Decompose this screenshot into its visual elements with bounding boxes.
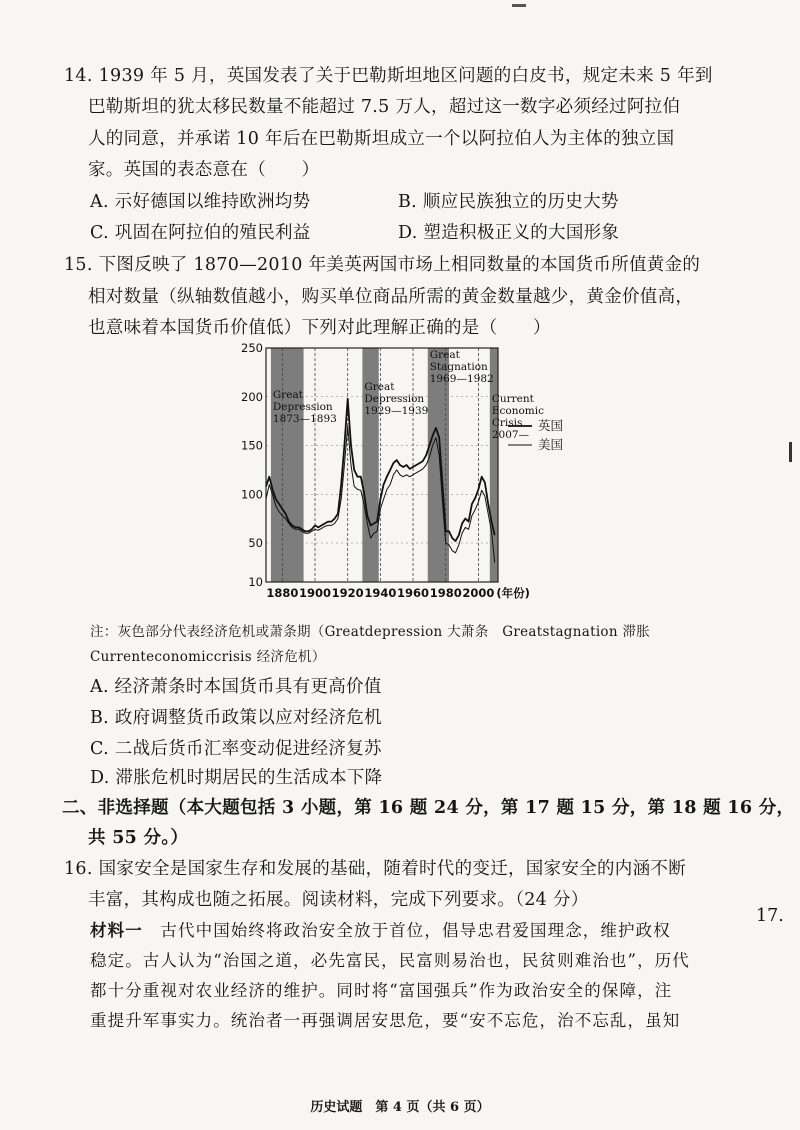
q15-stem-line: 也意味着本国货币价值低）下列对此理解正确的是（ ）: [88, 318, 551, 338]
material-text: 古代中国始终将政治安全放于首位，倡导忠君爱国理念，维护政权: [142, 921, 671, 940]
legend-label: 英国: [538, 418, 564, 433]
q14-option-d: D. 塑造积极正义的大国形象: [398, 223, 620, 243]
section2-heading: 二、非选择题（本大题包括 3 小题，第 16 题 24 分，第 17 题 15 分，第 18 题 16 分，: [62, 798, 795, 818]
q16-stem-line: 16. 国家安全是国家生存和发展的基础，随着时代的变迁，国家安全的内涵不断: [64, 859, 686, 879]
shaded-period: [271, 348, 304, 582]
period-label: 1873—1893: [272, 413, 337, 425]
y-tick-label: 250: [241, 341, 263, 355]
x-tick-label: 1940: [364, 586, 397, 600]
q16-material-line: [90, 917, 671, 941]
q14-stem-line: 巴勒斯坦的犹太移民数量不能超过 7.5 万人，超过这一数字必须经过阿拉伯: [88, 97, 681, 117]
q16-stem-line: 丰富，其构成也随之拓展。阅读材料，完成下列要求。（24 分）: [88, 890, 589, 910]
q15-stem-line: 相对数量（纵轴数值越小，购买单位商品所需的黄金数量越少，黄金价值高，: [88, 287, 694, 307]
q14-option-c: C. 巩固在阿拉伯的殖民利益: [90, 223, 311, 243]
q14-option-a: A. 示好德国以维持欧洲均势: [90, 192, 311, 212]
period-label: 1929—1939: [364, 405, 429, 417]
q14-option-b: B. 顺应民族独立的历史大势: [398, 192, 619, 212]
x-tick-label: 1900: [299, 586, 332, 600]
x-tick-label: 1880: [266, 586, 299, 600]
gold-value-chart: [230, 340, 600, 615]
period-label: Great: [364, 381, 395, 393]
q15-note-line: Currenteconomiccrisis 经济危机）: [90, 649, 326, 665]
legend-label: 美国: [538, 437, 564, 452]
period-label: Great: [429, 349, 460, 361]
q14-stem-line: 人的同意，并承诺 10 年后在巴勒斯坦成立一个以阿拉伯人为主体的独立国: [88, 129, 675, 149]
section2-heading-cont: 共 55 分。）: [88, 828, 189, 848]
q15-option-b: B. 政府调整货币政策以应对经济危机: [90, 708, 382, 728]
q15-option-d: D. 滞胀危机时期居民的生活成本下降: [90, 768, 383, 788]
period-label: Great: [272, 389, 304, 401]
x-tick-label: 1980: [429, 586, 462, 600]
q16-material-line: 重提升军事实力。统治者一再强调居安思危，要“安不忘危，治不忘乱，虽知: [90, 1011, 681, 1030]
next-question-number: 17.: [756, 906, 784, 926]
scan-mark: [789, 442, 792, 462]
y-tick-label: 150: [241, 438, 263, 453]
period-labels: [273, 349, 544, 441]
q15-stem-line: 15. 下图反映了 1870—2010 年美英两国市场上相同数量的本国货币所值黄金的: [64, 255, 701, 275]
q14-stem-line: 家。英国的表态意在（ ）: [88, 160, 320, 180]
q15-option-a: A. 经济萧条时本国货币具有更高价值: [90, 677, 382, 697]
period-label: Depression: [364, 393, 425, 405]
x-tick-label: 2000: [462, 586, 495, 600]
x-tick-label: 1960: [397, 586, 430, 600]
period-label: Economic: [491, 405, 544, 417]
q16-material-line: 稳定。古人认为“治国之道，必先富民，民富则易治也，民贫则难治也”，历代: [90, 951, 690, 970]
period-label: Crisis: [491, 417, 523, 429]
q14-stem-line: 14. 1939 年 5 月，英国发表了关于巴勒斯坦地区问题的白皮书，规定未来 5 年到: [64, 66, 713, 86]
page-footer: 历史试题 第 4 页（共 6 页）: [310, 1100, 490, 1115]
period-label: 1969—1982: [429, 373, 494, 385]
q16-material-line: 都十分重视对农业经济的维护。同时将“富国强兵”作为政治安全的保障，注: [90, 981, 673, 1000]
period-label: Stagnation: [429, 361, 488, 373]
scan-mark: [512, 4, 526, 7]
x-tick-label: 1920: [331, 586, 364, 600]
q15-note-line: 注：灰色部分代表经济危机或萧条期（Greatdepression 大萧条 Greatstagnation 滞胀: [90, 624, 651, 640]
y-tick-label: 100: [241, 487, 263, 502]
period-label: Depression: [272, 401, 333, 413]
period-label: 2007—: [491, 429, 530, 441]
y-tick-label: 200: [241, 389, 263, 404]
material-label: 材料一: [90, 921, 143, 940]
x-axis-label: (年份): [496, 586, 530, 600]
y-tick-label: 50: [248, 536, 263, 550]
q15-option-c: C. 二战后货币汇率变动促进经济复苏: [90, 739, 382, 759]
period-label: Current: [491, 393, 534, 405]
y-tick-label: 10: [248, 575, 263, 589]
